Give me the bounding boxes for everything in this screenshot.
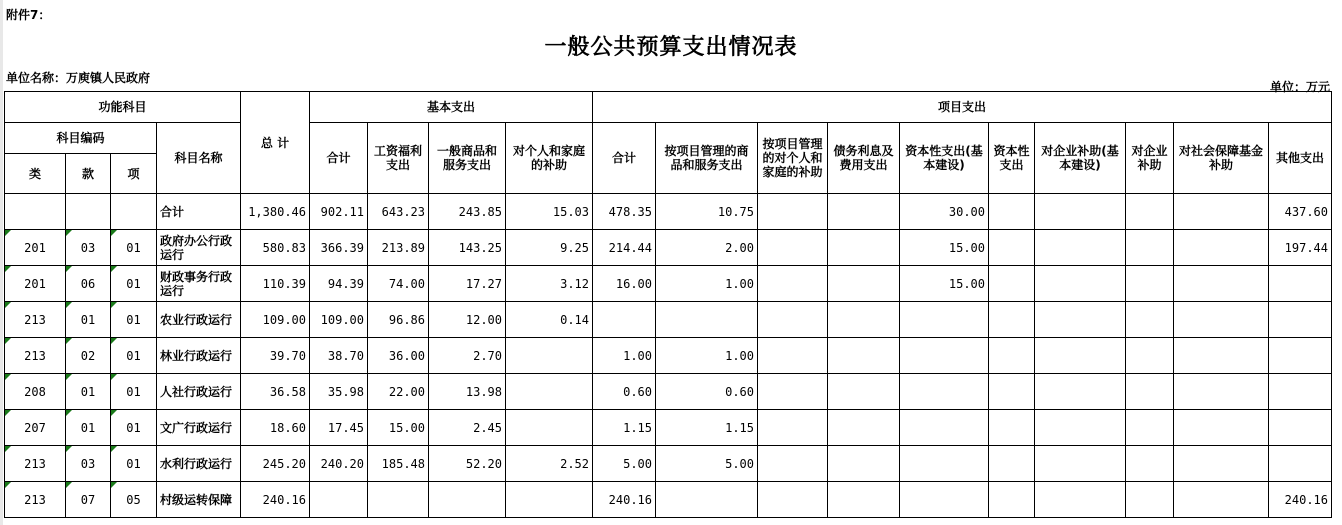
proj-goods-cell[interactable]: [656, 302, 758, 338]
ent-basic-cell[interactable]: [1035, 266, 1126, 302]
other-cell[interactable]: 240.16: [1269, 482, 1332, 518]
wages-cell[interactable]: 22.00: [368, 374, 429, 410]
cap-basic-cell[interactable]: [900, 374, 989, 410]
capital-basic-header: 资本性支出(基本建设): [900, 123, 989, 194]
social-cell[interactable]: [1174, 410, 1269, 446]
total-cell[interactable]: 18.60: [241, 410, 310, 446]
social-cell[interactable]: [1174, 194, 1269, 230]
proj-indiv-cell[interactable]: [758, 446, 828, 482]
goods-cell[interactable]: 243.85: [429, 194, 506, 230]
currency-unit: 单位：万元: [1269, 80, 1330, 94]
other-cell[interactable]: 197.44: [1269, 230, 1332, 266]
other-header: 其他支出: [1269, 123, 1332, 194]
basic-expenditure-header: 基本支出: [310, 92, 593, 123]
other-cell[interactable]: 437.60: [1269, 194, 1332, 230]
table-row: [5, 302, 1332, 338]
cap-cell[interactable]: [989, 374, 1035, 410]
proj-indiv-cell[interactable]: [758, 482, 828, 518]
other-cell[interactable]: [1269, 338, 1332, 374]
table-row: [5, 230, 1332, 266]
proj-goods-cell[interactable]: 2.00: [656, 230, 758, 266]
basic-total-cell[interactable]: 35.98: [310, 374, 368, 410]
code-xiang-cell[interactable]: 01: [111, 338, 157, 374]
table-row: [5, 266, 1332, 302]
social-cell[interactable]: [1174, 482, 1269, 518]
cap-basic-cell[interactable]: 30.00: [900, 194, 989, 230]
proj-total-cell[interactable]: 1.00: [593, 338, 656, 374]
code-xiang-cell[interactable]: 01: [111, 410, 157, 446]
proj-goods-cell[interactable]: 10.75: [656, 194, 758, 230]
ent-cell[interactable]: [1126, 230, 1174, 266]
total-cell[interactable]: 580.83: [241, 230, 310, 266]
code-xiang-cell[interactable]: 01: [111, 374, 157, 410]
ent-cell[interactable]: [1126, 302, 1174, 338]
proj-total-cell[interactable]: 5.00: [593, 446, 656, 482]
project-expenditure-header: 项目支出: [593, 92, 1332, 123]
debt-interest-header: 债务利息及费用支出: [828, 123, 900, 194]
goods-cell[interactable]: 2.45: [429, 410, 506, 446]
cap-basic-cell[interactable]: [900, 446, 989, 482]
code-kuan-cell[interactable]: 03: [66, 446, 111, 482]
code-kuan-cell[interactable]: 07: [66, 482, 111, 518]
proj-goods-cell[interactable]: 1.00: [656, 338, 758, 374]
wages-header: 工资福利支出: [368, 123, 429, 194]
code-kuan-cell[interactable]: [66, 194, 111, 230]
xiang-header: 项: [111, 154, 157, 194]
wages-cell[interactable]: 185.48: [368, 446, 429, 482]
proj-total-cell[interactable]: 0.60: [593, 374, 656, 410]
proj-goods-cell[interactable]: 5.00: [656, 446, 758, 482]
cap-basic-cell[interactable]: [900, 338, 989, 374]
basic-total-header: 合计: [310, 123, 368, 194]
total-row: [5, 194, 1332, 230]
code-xiang-cell[interactable]: 01: [111, 302, 157, 338]
ent-cell[interactable]: [1126, 410, 1174, 446]
wages-cell[interactable]: 36.00: [368, 338, 429, 374]
code-kuan-cell[interactable]: 02: [66, 338, 111, 374]
basic-total-cell[interactable]: 38.70: [310, 338, 368, 374]
code-kuan-cell[interactable]: 01: [66, 374, 111, 410]
functional-subject-header: 功能科目: [5, 92, 241, 123]
subject-name-cell[interactable]: 政府办公行政运行: [157, 230, 241, 266]
ent-basic-cell[interactable]: [1035, 302, 1126, 338]
indiv-cell[interactable]: [506, 338, 593, 374]
other-cell[interactable]: [1269, 410, 1332, 446]
subject-name-cell[interactable]: 农业行政运行: [157, 302, 241, 338]
debt-cell[interactable]: [828, 482, 900, 518]
goods-cell[interactable]: 2.70: [429, 338, 506, 374]
social-cell[interactable]: [1174, 302, 1269, 338]
indiv-cell[interactable]: 3.12: [506, 266, 593, 302]
social-cell[interactable]: [1174, 374, 1269, 410]
lei-header: 类: [5, 154, 66, 194]
ent-basic-cell[interactable]: [1035, 446, 1126, 482]
code-kuan-cell[interactable]: 03: [66, 230, 111, 266]
subject-name-cell[interactable]: 文广行政运行: [157, 410, 241, 446]
social-cell[interactable]: [1174, 230, 1269, 266]
proj-indiv-cell[interactable]: [758, 266, 828, 302]
header-row-1: [5, 92, 1332, 123]
proj-goods-cell[interactable]: [656, 482, 758, 518]
table-row: [5, 446, 1332, 482]
cap-basic-cell[interactable]: 15.00: [900, 230, 989, 266]
enterprise-basic-header: 对企业补助(基本建设): [1035, 123, 1126, 194]
code-lei-cell[interactable]: 201: [5, 266, 66, 302]
page-title: 一般公共预算支出情况表: [544, 34, 798, 60]
proj-goods-cell[interactable]: 0.60: [656, 374, 758, 410]
basic-total-cell[interactable]: 94.39: [310, 266, 368, 302]
cap-cell[interactable]: [989, 482, 1035, 518]
goods-cell[interactable]: 12.00: [429, 302, 506, 338]
indiv-cell[interactable]: [506, 482, 593, 518]
table-row: [5, 374, 1332, 410]
cap-cell[interactable]: [989, 194, 1035, 230]
proj-indiv-cell[interactable]: [758, 230, 828, 266]
total-cell[interactable]: 109.00: [241, 302, 310, 338]
sheet-left-edge: [0, 0, 3, 525]
proj-total-cell[interactable]: 240.16: [593, 482, 656, 518]
indiv-cell[interactable]: 0.14: [506, 302, 593, 338]
annex-label: 附件7：: [6, 8, 51, 22]
ent-basic-cell[interactable]: [1035, 194, 1126, 230]
cap-cell[interactable]: [989, 230, 1035, 266]
proj-total-cell[interactable]: 478.35: [593, 194, 656, 230]
proj-indiv-cell[interactable]: [758, 338, 828, 374]
wages-cell[interactable]: 15.00: [368, 410, 429, 446]
proj-total-cell[interactable]: 214.44: [593, 230, 656, 266]
project-individual-header: 按项目管理的对个人和家庭的补助: [758, 123, 828, 194]
wages-cell[interactable]: 213.89: [368, 230, 429, 266]
other-cell[interactable]: [1269, 446, 1332, 482]
code-lei-cell[interactable]: 213: [5, 482, 66, 518]
code-kuan-cell[interactable]: 01: [66, 302, 111, 338]
table-body: [5, 194, 1332, 518]
debt-cell[interactable]: [828, 194, 900, 230]
ent-cell[interactable]: [1126, 266, 1174, 302]
basic-total-cell[interactable]: 366.39: [310, 230, 368, 266]
unit-name: 单位名称：万庾镇人民政府: [6, 71, 151, 85]
debt-cell[interactable]: [828, 266, 900, 302]
table-row: [5, 410, 1332, 446]
capital-header: 资本性支出: [989, 123, 1035, 194]
basic-total-cell[interactable]: 17.45: [310, 410, 368, 446]
social-cell[interactable]: [1174, 338, 1269, 374]
ent-cell[interactable]: [1126, 482, 1174, 518]
goods-cell[interactable]: 143.25: [429, 230, 506, 266]
ent-basic-cell[interactable]: [1035, 338, 1126, 374]
table-row: [5, 338, 1332, 374]
code-lei-cell[interactable]: 213: [5, 302, 66, 338]
table-row: [5, 482, 1332, 518]
code-lei-cell[interactable]: 201: [5, 230, 66, 266]
social-cell[interactable]: [1174, 266, 1269, 302]
project-total-header: 合计: [593, 123, 656, 194]
other-cell[interactable]: [1269, 374, 1332, 410]
subject-name-header: 科目名称: [157, 123, 241, 194]
goods-cell[interactable]: 52.20: [429, 446, 506, 482]
goods-cell[interactable]: 17.27: [429, 266, 506, 302]
debt-cell[interactable]: [828, 338, 900, 374]
subject-code-header: 科目编码: [5, 123, 157, 154]
debt-cell[interactable]: [828, 410, 900, 446]
total-cell[interactable]: 110.39: [241, 266, 310, 302]
code-lei-cell[interactable]: 208: [5, 374, 66, 410]
code-lei-cell[interactable]: [5, 194, 66, 230]
other-cell[interactable]: [1269, 302, 1332, 338]
subject-name-cell[interactable]: 合计: [157, 194, 241, 230]
project-goods-header: 按项目管理的商品和服务支出: [656, 123, 758, 194]
total-cell[interactable]: 1,380.46: [241, 194, 310, 230]
proj-goods-cell[interactable]: 1.15: [656, 410, 758, 446]
individual-subsidy-header: 对个人和家庭的补助: [506, 123, 593, 194]
subject-name-cell[interactable]: 水利行政运行: [157, 446, 241, 482]
cap-cell[interactable]: [989, 446, 1035, 482]
kuan-header: 款: [66, 154, 111, 194]
total-cell[interactable]: 36.58: [241, 374, 310, 410]
cap-basic-cell[interactable]: 15.00: [900, 266, 989, 302]
code-xiang-cell[interactable]: 01: [111, 230, 157, 266]
proj-total-cell[interactable]: 1.15: [593, 410, 656, 446]
debt-cell[interactable]: [828, 230, 900, 266]
wages-cell[interactable]: [368, 482, 429, 518]
wages-cell[interactable]: 643.23: [368, 194, 429, 230]
code-lei-cell[interactable]: 213: [5, 446, 66, 482]
ent-cell[interactable]: [1126, 374, 1174, 410]
subject-name-cell[interactable]: 财政事务行政运行: [157, 266, 241, 302]
goods-cell[interactable]: [429, 482, 506, 518]
basic-total-cell[interactable]: 902.11: [310, 194, 368, 230]
ent-basic-cell[interactable]: [1035, 374, 1126, 410]
basic-total-cell[interactable]: 240.20: [310, 446, 368, 482]
subject-name-cell[interactable]: 人社行政运行: [157, 374, 241, 410]
goods-cell[interactable]: 13.98: [429, 374, 506, 410]
code-xiang-cell[interactable]: 01: [111, 266, 157, 302]
proj-indiv-cell[interactable]: [758, 302, 828, 338]
debt-cell[interactable]: [828, 302, 900, 338]
basic-total-cell[interactable]: [310, 482, 368, 518]
total-cell[interactable]: 240.16: [241, 482, 310, 518]
total-cell[interactable]: 39.70: [241, 338, 310, 374]
cap-cell[interactable]: [989, 410, 1035, 446]
goods-services-header: 一般商品和服务支出: [429, 123, 506, 194]
basic-total-cell[interactable]: 109.00: [310, 302, 368, 338]
code-lei-cell[interactable]: 213: [5, 338, 66, 374]
social-cell[interactable]: [1174, 446, 1269, 482]
enterprise-header: 对企业补助: [1126, 123, 1174, 194]
header-row-2: [5, 123, 1332, 154]
total-cell[interactable]: 245.20: [241, 446, 310, 482]
indiv-cell[interactable]: [506, 374, 593, 410]
proj-indiv-cell[interactable]: [758, 194, 828, 230]
code-kuan-cell[interactable]: 01: [66, 410, 111, 446]
budget-table: [4, 91, 1332, 518]
subject-name-cell[interactable]: 村级运转保障: [157, 482, 241, 518]
ent-basic-cell[interactable]: [1035, 482, 1126, 518]
debt-cell[interactable]: [828, 374, 900, 410]
proj-total-cell[interactable]: 16.00: [593, 266, 656, 302]
social-security-header: 对社会保障基金补助: [1174, 123, 1269, 194]
code-lei-cell[interactable]: 207: [5, 410, 66, 446]
wages-cell[interactable]: 96.86: [368, 302, 429, 338]
ent-basic-cell[interactable]: [1035, 410, 1126, 446]
code-xiang-cell[interactable]: 05: [111, 482, 157, 518]
indiv-cell[interactable]: 9.25: [506, 230, 593, 266]
proj-total-cell[interactable]: [593, 302, 656, 338]
debt-cell[interactable]: [828, 446, 900, 482]
ent-cell[interactable]: [1126, 338, 1174, 374]
code-xiang-cell[interactable]: [111, 194, 157, 230]
indiv-cell[interactable]: 2.52: [506, 446, 593, 482]
cap-basic-cell[interactable]: [900, 482, 989, 518]
total-header: 总 计: [241, 92, 310, 194]
wages-cell[interactable]: 74.00: [368, 266, 429, 302]
proj-indiv-cell[interactable]: [758, 374, 828, 410]
cap-basic-cell[interactable]: [900, 410, 989, 446]
cap-basic-cell[interactable]: [900, 302, 989, 338]
ent-basic-cell[interactable]: [1035, 230, 1126, 266]
subject-name-cell[interactable]: 林业行政运行: [157, 338, 241, 374]
code-xiang-cell[interactable]: 01: [111, 446, 157, 482]
cap-cell[interactable]: [989, 266, 1035, 302]
indiv-cell[interactable]: 15.03: [506, 194, 593, 230]
ent-cell[interactable]: [1126, 446, 1174, 482]
proj-goods-cell[interactable]: 1.00: [656, 266, 758, 302]
cap-cell[interactable]: [989, 338, 1035, 374]
code-kuan-cell[interactable]: 06: [66, 266, 111, 302]
proj-indiv-cell[interactable]: [758, 410, 828, 446]
ent-cell[interactable]: [1126, 194, 1174, 230]
indiv-cell[interactable]: [506, 410, 593, 446]
cap-cell[interactable]: [989, 302, 1035, 338]
other-cell[interactable]: [1269, 266, 1332, 302]
